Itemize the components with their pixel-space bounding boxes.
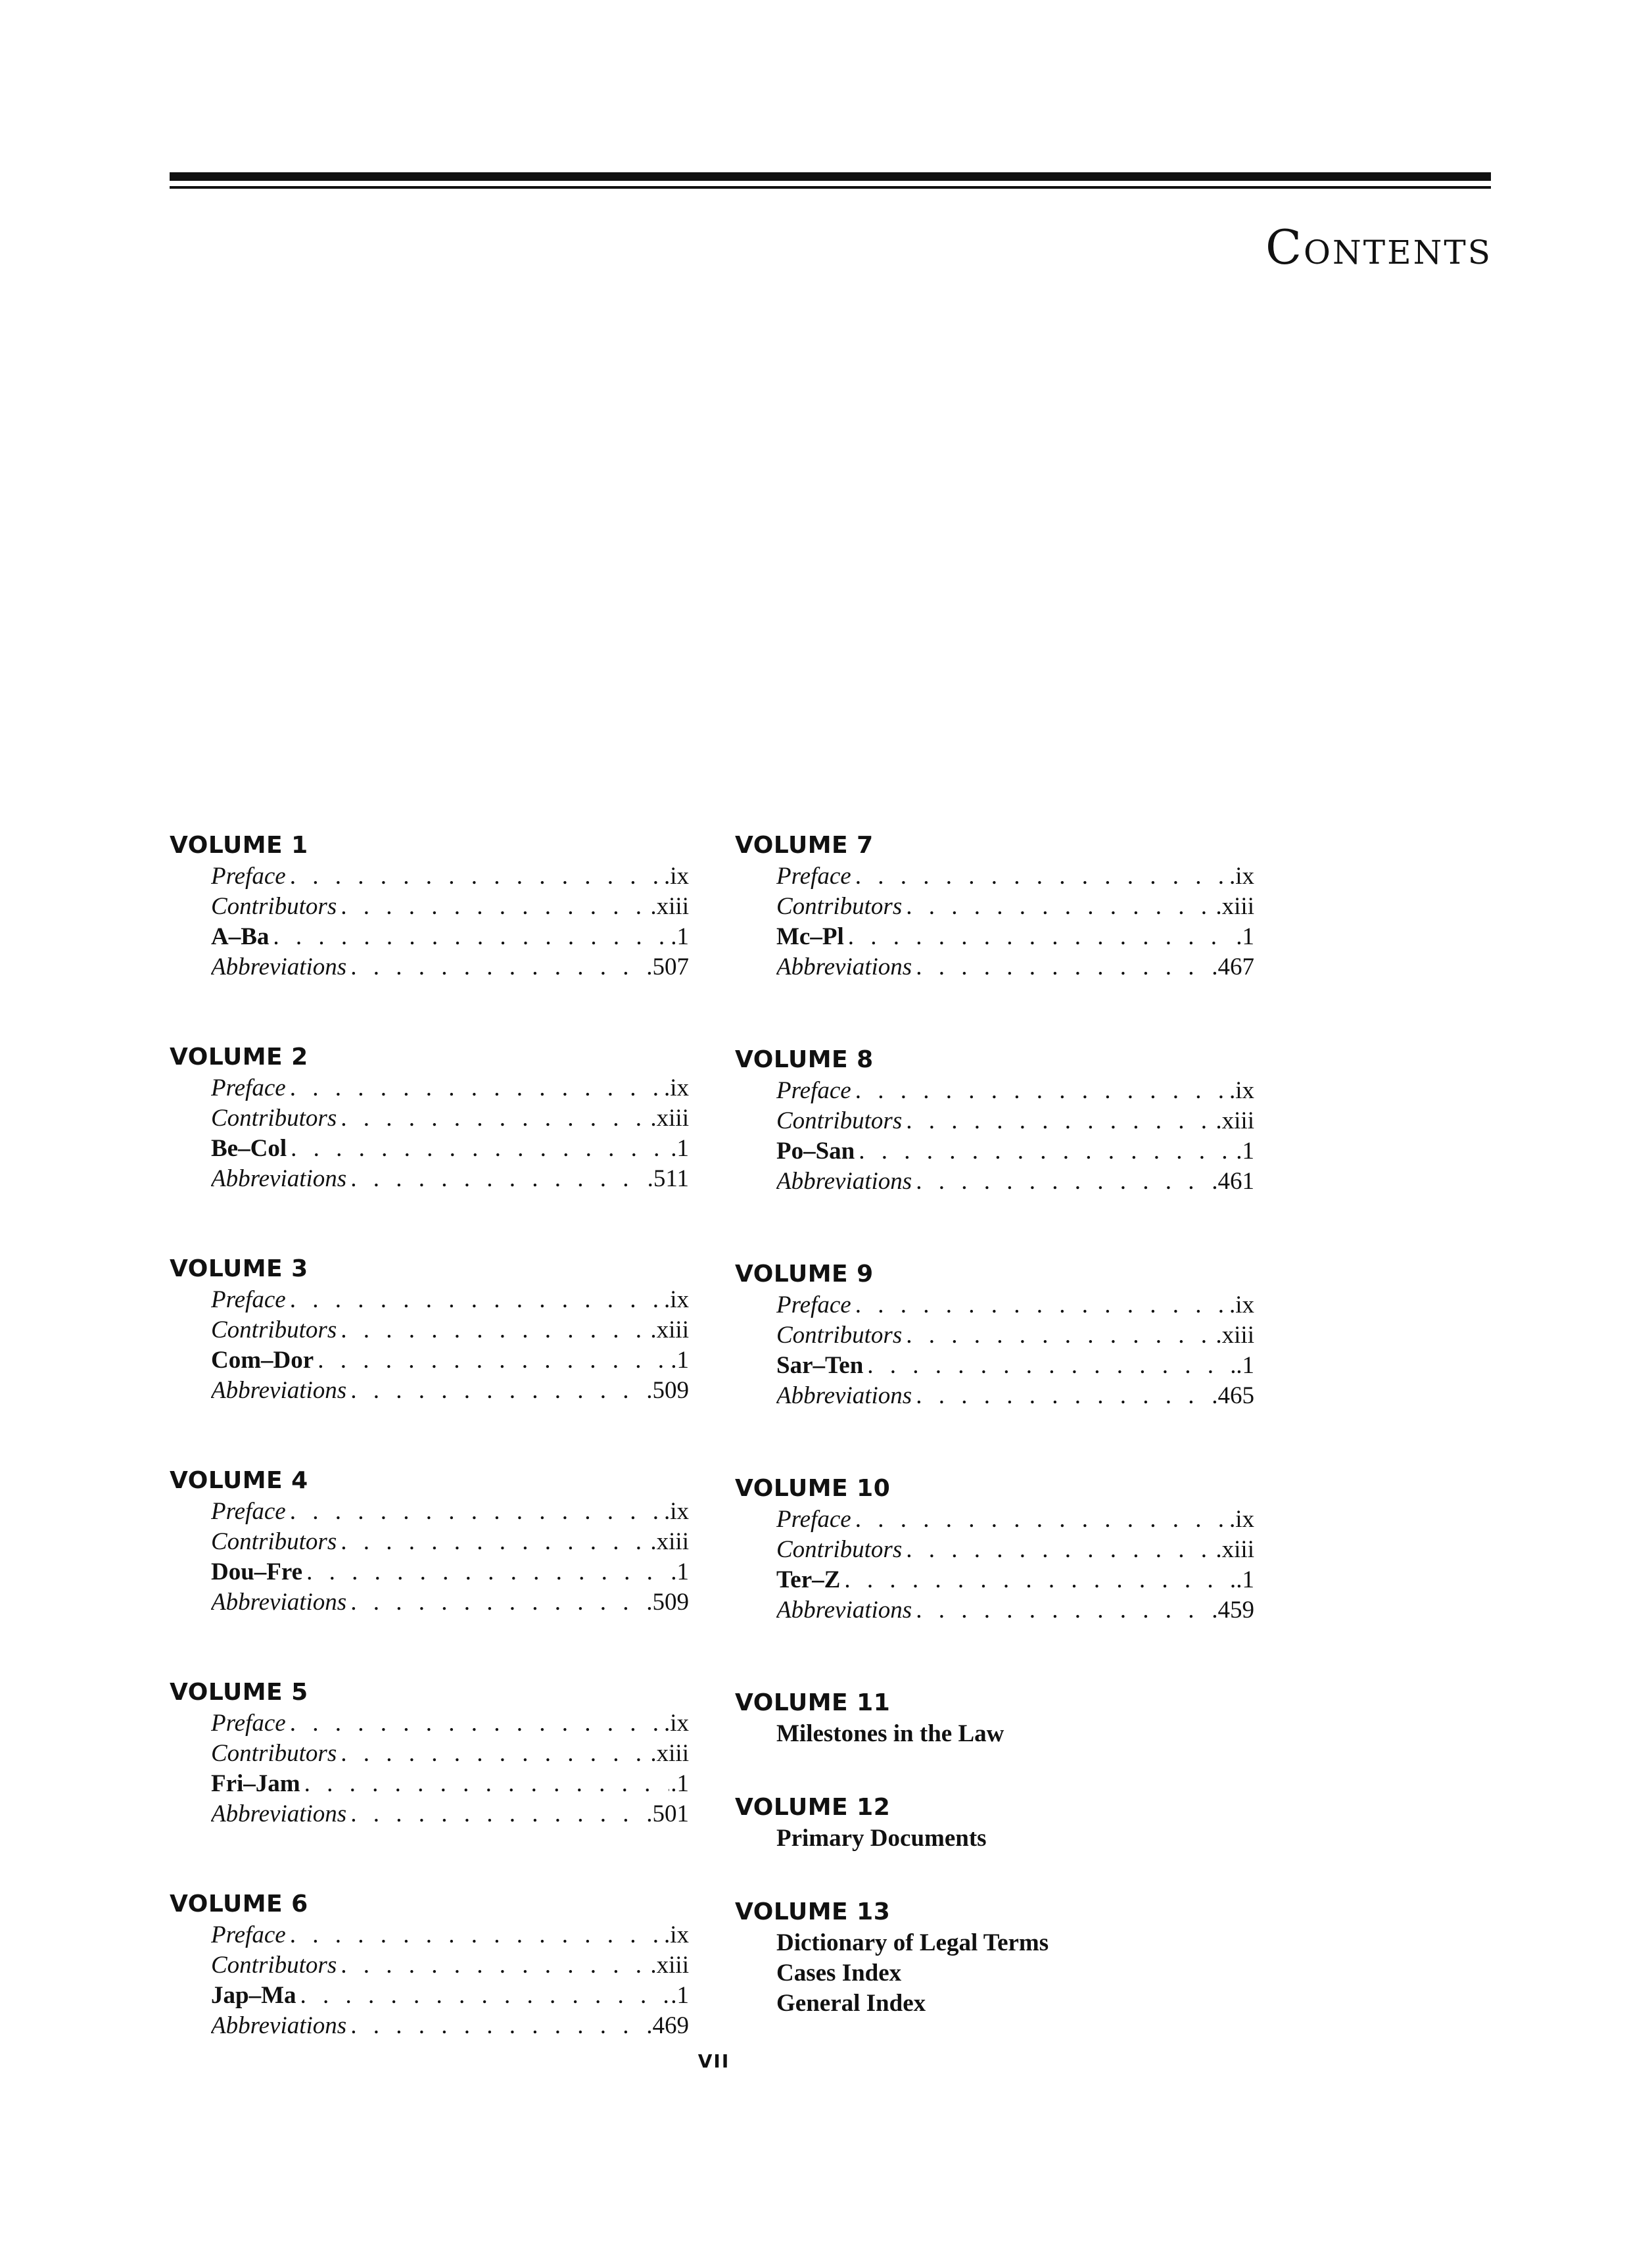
- dot-leader: [346, 1164, 646, 1194]
- toc-entry[interactable]: [776, 1535, 1254, 1565]
- entry-label: Fri–Jam: [211, 1770, 300, 1797]
- toc-entry[interactable]: Milestones in the Law: [776, 1720, 1004, 1747]
- dot-leader: [346, 1799, 645, 1829]
- entry-page-number: .1: [671, 1982, 689, 2009]
- dot-leader: [912, 1167, 1210, 1197]
- dot-leader: [286, 861, 663, 892]
- entry-label: Abbreviations: [211, 953, 347, 980]
- entry-label: Preface: [211, 1921, 286, 1948]
- volume-section: [170, 1677, 689, 1829]
- dot-leader: [286, 1708, 663, 1739]
- entry-label: Preface: [211, 1710, 286, 1737]
- entry-page-number: .511: [647, 1165, 689, 1192]
- toc-entry[interactable]: [211, 1285, 689, 1315]
- dot-leader: [840, 1565, 1235, 1595]
- dot-leader: [346, 1376, 645, 1406]
- dot-leader: [286, 1920, 663, 1950]
- dot-leader: [337, 1950, 649, 1981]
- volume-heading: VOLUME 3: [170, 1255, 308, 1282]
- toc-entry[interactable]: [211, 2011, 689, 2041]
- entry-label: Abbreviations: [211, 1165, 347, 1192]
- dot-leader: [302, 1557, 669, 1587]
- volume-heading: VOLUME 12: [735, 1794, 891, 1821]
- entry-page-number: .xiii: [650, 1952, 689, 1979]
- entry-label: Be–Col: [211, 1135, 287, 1162]
- volume-section: [170, 1889, 689, 2041]
- entry-label: Abbreviations: [211, 2012, 347, 2039]
- toc-entry[interactable]: [211, 1315, 689, 1345]
- entry-page-number: .xiii: [650, 1740, 689, 1767]
- volume-section: [170, 1042, 689, 1194]
- toc-entry[interactable]: [211, 922, 689, 952]
- volume-heading: VOLUME 5: [170, 1679, 308, 1706]
- toc-entry[interactable]: [211, 1587, 689, 1618]
- dot-leader: [337, 1739, 649, 1769]
- volume-heading: VOLUME 2: [170, 1044, 308, 1071]
- entry-label: Contributors: [776, 1107, 903, 1134]
- toc-entry[interactable]: [211, 1164, 689, 1194]
- toc-entry[interactable]: Cases Index: [776, 1960, 902, 1987]
- toc-entry[interactable]: [211, 952, 689, 982]
- dot-leader: [300, 1769, 670, 1799]
- entry-label: Contributors: [776, 893, 903, 920]
- entry-label: Po–San: [776, 1138, 855, 1165]
- toc-entry[interactable]: [211, 1769, 689, 1799]
- toc-entry[interactable]: [211, 1557, 689, 1587]
- volume-heading: VOLUME 11: [735, 1689, 891, 1716]
- entry-label: Preface: [211, 1286, 286, 1313]
- entry-page-number: .459: [1212, 1597, 1254, 1624]
- dot-leader: [912, 952, 1210, 982]
- toc-entry[interactable]: Primary Documents: [776, 1825, 987, 1852]
- dot-leader: [902, 892, 1214, 922]
- dot-leader: [337, 1315, 649, 1345]
- entry-page-number: .501: [646, 1800, 689, 1827]
- toc-entry[interactable]: [211, 1799, 689, 1829]
- dot-leader: [863, 1351, 1235, 1381]
- entry-label: Preface: [776, 1291, 851, 1318]
- dot-leader: [346, 2011, 645, 2041]
- toc-entry[interactable]: [211, 861, 689, 892]
- toc-entry[interactable]: [211, 1950, 689, 1981]
- entry-page-number: .ix: [663, 1498, 689, 1525]
- volume-heading: VOLUME 6: [170, 1891, 308, 1917]
- entry-label: Jap–Ma: [211, 1982, 296, 2009]
- dot-leader: [855, 1136, 1235, 1167]
- entry-page-number: .467: [1212, 953, 1254, 980]
- entry-label: Abbreviations: [776, 1382, 912, 1409]
- entry-page-number: .1: [671, 1770, 689, 1797]
- entry-page-number: .1: [671, 1347, 689, 1374]
- entry-label: Abbreviations: [211, 1589, 347, 1616]
- entry-page-number: .ix: [1229, 863, 1254, 890]
- dot-leader: [337, 892, 649, 922]
- dot-leader: [851, 1505, 1228, 1535]
- entry-label: Contributors: [211, 893, 337, 920]
- dot-leader: [286, 1497, 663, 1527]
- toc-entry[interactable]: [776, 1320, 1254, 1351]
- entry-label: Contributors: [211, 1528, 337, 1555]
- toc-entry[interactable]: [776, 1106, 1254, 1136]
- entry-label: Abbreviations: [211, 1800, 347, 1827]
- entry-page-number: .ix: [663, 863, 689, 890]
- toc-entry[interactable]: [776, 1167, 1254, 1197]
- entry-page-number: .ix: [663, 1710, 689, 1737]
- dot-leader: [287, 1134, 669, 1164]
- dot-leader: [269, 922, 669, 952]
- entry-page-number: .509: [646, 1377, 689, 1404]
- entry-label: Sar–Ten: [776, 1352, 864, 1379]
- dot-leader: [286, 1285, 663, 1315]
- page-title: Contents: [1265, 220, 1492, 275]
- entry-label: Abbreviations: [776, 1168, 912, 1195]
- entry-label: Preface: [776, 863, 851, 890]
- volume-heading: VOLUME 8: [735, 1046, 874, 1073]
- entry-page-number: .507: [646, 953, 689, 980]
- toc-entry[interactable]: [776, 1565, 1254, 1595]
- toc-right-column: [735, 830, 1254, 2062]
- volume-section: [735, 1259, 1254, 1411]
- entry-page-number: .xiii: [1215, 1536, 1254, 1563]
- toc-entry[interactable]: [211, 1345, 689, 1376]
- entry-page-number: .1: [1236, 1352, 1254, 1379]
- volume-section: [735, 1687, 1254, 1749]
- volume-section: [735, 1792, 1254, 1854]
- volume-heading: VOLUME 1: [170, 832, 308, 859]
- entry-page-number: .465: [1212, 1382, 1254, 1409]
- toc-entry[interactable]: [211, 1103, 689, 1134]
- toc-entry[interactable]: [776, 1076, 1254, 1106]
- toc-entry[interactable]: [211, 1376, 689, 1406]
- toc-entry[interactable]: [211, 892, 689, 922]
- volume-section: [170, 830, 689, 982]
- entry-page-number: .ix: [1229, 1077, 1254, 1104]
- volume-heading: VOLUME 7: [735, 832, 874, 859]
- toc-entry[interactable]: [776, 892, 1254, 922]
- entry-page-number: .469: [646, 2012, 689, 2039]
- header-rule-thin: [170, 186, 1491, 189]
- entry-page-number: .1: [1236, 923, 1254, 950]
- entry-label: Preface: [211, 1498, 286, 1525]
- dot-leader: [844, 922, 1235, 952]
- volume-section: [735, 1044, 1254, 1197]
- entry-page-number: .ix: [663, 1074, 689, 1101]
- volume-section: [735, 1473, 1254, 1626]
- toc-entry[interactable]: [211, 1981, 689, 2011]
- toc-entry[interactable]: [211, 1920, 689, 1950]
- toc-entry[interactable]: [211, 1134, 689, 1164]
- dot-leader: [912, 1381, 1210, 1411]
- entry-page-number: .xiii: [650, 1105, 689, 1132]
- header-rule-thick: [170, 172, 1491, 181]
- toc-entry[interactable]: [211, 1073, 689, 1103]
- entry-label: Contributors: [211, 1105, 337, 1132]
- entry-label: Abbreviations: [776, 1597, 912, 1624]
- dot-leader: [346, 1587, 645, 1618]
- toc-entry[interactable]: [776, 1595, 1254, 1626]
- dot-leader: [314, 1345, 669, 1376]
- entry-label: Preface: [776, 1506, 851, 1533]
- volume-heading: VOLUME 9: [735, 1261, 874, 1288]
- dot-leader: [346, 952, 645, 982]
- entry-page-number: .1: [671, 1135, 689, 1162]
- entry-page-number: .ix: [1229, 1291, 1254, 1318]
- entry-page-number: .1: [671, 923, 689, 950]
- entry-page-number: .ix: [1229, 1506, 1254, 1533]
- dot-leader: [337, 1527, 649, 1557]
- entry-label: Contributors: [211, 1952, 337, 1979]
- entry-page-number: .ix: [663, 1921, 689, 1948]
- volume-heading: VOLUME 4: [170, 1467, 308, 1494]
- toc-entry[interactable]: [211, 1739, 689, 1769]
- toc-entry[interactable]: [211, 1527, 689, 1557]
- toc-entry[interactable]: [776, 952, 1254, 982]
- volume-heading: VOLUME 10: [735, 1475, 891, 1502]
- entry-label: Contributors: [211, 1740, 337, 1767]
- entry-label: A–Ba: [211, 923, 270, 950]
- entry-label: Preface: [211, 1074, 286, 1101]
- entry-page-number: .xiii: [1215, 893, 1254, 920]
- toc-entry[interactable]: [211, 1708, 689, 1739]
- entry-label: Abbreviations: [776, 953, 912, 980]
- volume-section: [735, 830, 1254, 982]
- volume-section: [735, 1896, 1254, 2019]
- entry-label: Contributors: [776, 1322, 903, 1349]
- entry-page-number: .xiii: [650, 1316, 689, 1343]
- entry-page-number: .xiii: [650, 893, 689, 920]
- entry-page-number: .1: [1236, 1566, 1254, 1593]
- volume-heading: VOLUME 13: [735, 1898, 891, 1925]
- toc-entry[interactable]: [776, 1290, 1254, 1320]
- dot-leader: [296, 1981, 670, 2011]
- page-number: VII: [697, 2050, 730, 2072]
- dot-leader: [851, 861, 1228, 892]
- dot-leader: [851, 1290, 1228, 1320]
- entry-label: Preface: [776, 1077, 851, 1104]
- toc-entry[interactable]: [776, 1136, 1254, 1167]
- toc-entry[interactable]: General Index: [776, 1990, 926, 2017]
- toc-entry[interactable]: Dictionary of Legal Terms: [776, 1929, 1049, 1956]
- volume-section: [170, 1253, 689, 1406]
- toc-entry[interactable]: [776, 1351, 1254, 1381]
- dot-leader: [902, 1535, 1214, 1565]
- entry-page-number: .509: [646, 1589, 689, 1616]
- toc-entry[interactable]: [776, 861, 1254, 892]
- dot-leader: [912, 1595, 1210, 1626]
- entry-label: Mc–Pl: [776, 923, 844, 950]
- entry-label: Ter–Z: [776, 1566, 841, 1593]
- entry-page-number: .1: [1236, 1138, 1254, 1165]
- entry-label: Abbreviations: [211, 1377, 347, 1404]
- toc-entry[interactable]: [776, 922, 1254, 952]
- dot-leader: [902, 1106, 1214, 1136]
- volume-section: [170, 1465, 689, 1618]
- entry-label: Dou–Fre: [211, 1558, 303, 1585]
- toc-left-column: [170, 830, 689, 2100]
- dot-leader: [851, 1076, 1228, 1106]
- entry-page-number: .1: [671, 1558, 689, 1585]
- entry-page-number: .xiii: [650, 1528, 689, 1555]
- entry-page-number: .xiii: [1215, 1322, 1254, 1349]
- entry-page-number: .461: [1212, 1168, 1254, 1195]
- entry-label: Com–Dor: [211, 1347, 314, 1374]
- entry-label: Preface: [211, 863, 286, 890]
- dot-leader: [902, 1320, 1214, 1351]
- entry-label: Contributors: [211, 1316, 337, 1343]
- toc-entry[interactable]: [211, 1497, 689, 1527]
- entry-page-number: .xiii: [1215, 1107, 1254, 1134]
- toc-entry[interactable]: [776, 1381, 1254, 1411]
- entry-page-number: .ix: [663, 1286, 689, 1313]
- dot-leader: [337, 1103, 649, 1134]
- entry-label: Contributors: [776, 1536, 903, 1563]
- toc-entry[interactable]: [776, 1505, 1254, 1535]
- dot-leader: [286, 1073, 663, 1103]
